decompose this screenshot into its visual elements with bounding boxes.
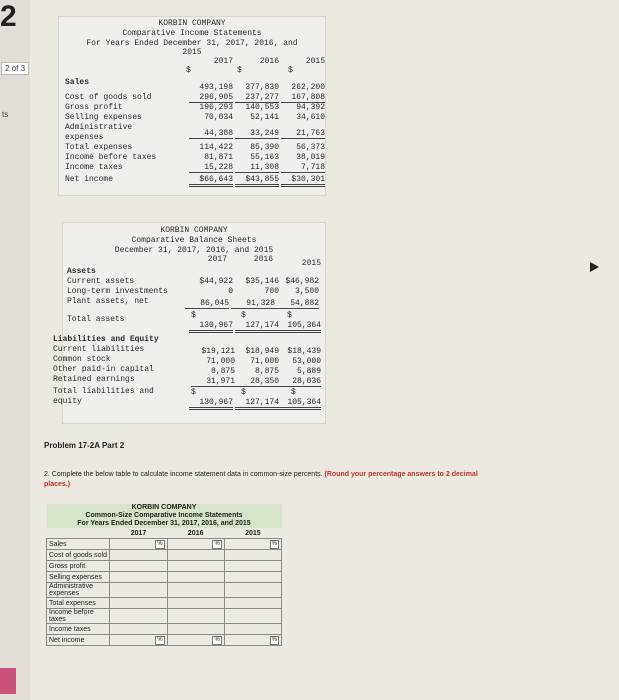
bs-label: Plant assets, net xyxy=(67,297,149,306)
income-statement-panel xyxy=(58,16,326,196)
cs-input-net-2015[interactable] xyxy=(224,635,281,646)
cs-input-sales-2015[interactable] xyxy=(224,539,281,550)
pct-sign: % xyxy=(214,636,220,643)
cs-label-gross: Gross profit xyxy=(47,561,110,572)
bs-val: 127,174 xyxy=(235,398,279,410)
pct-sign: % xyxy=(271,636,277,643)
cs-input[interactable] xyxy=(167,624,224,635)
is-label-admin-2: expenses xyxy=(65,133,104,142)
cs-input-net-2016[interactable] xyxy=(167,635,224,646)
cs-input[interactable] xyxy=(110,572,167,583)
is-val: 56,373 xyxy=(296,143,325,152)
bs-val: 105,364 xyxy=(277,398,321,410)
is-year-2016: 2016 xyxy=(259,57,279,66)
bs-period: December 31, 2017, 2016, and 2015 xyxy=(114,246,274,255)
cs-period: For Years Ended December 31, 2017, 2016, and 2015 xyxy=(77,520,251,527)
bs-label: Current assets xyxy=(67,277,135,286)
bs-liab-header: Liabilities and Equity xyxy=(53,335,159,344)
is-dollar-2: $ xyxy=(237,66,242,75)
next-arrow-icon[interactable] xyxy=(590,262,599,272)
cs-input[interactable] xyxy=(224,561,281,572)
bs-val: 54,882 xyxy=(275,299,319,309)
cs-input[interactable] xyxy=(167,583,224,598)
is-val: 52,141 xyxy=(250,113,279,122)
bs-title: Comparative Balance Sheets xyxy=(131,236,257,245)
is-label-gross: Gross profit xyxy=(65,103,123,112)
cs-label-net: Net income xyxy=(47,635,110,646)
bs-val: 127,174 xyxy=(235,321,279,333)
bs-label-2: equity xyxy=(53,397,82,406)
is-val: 114,422 xyxy=(199,143,233,152)
is-val: 262,200 xyxy=(291,83,325,92)
bs-val: $19,121 xyxy=(201,347,235,356)
bs-label: Other paid-in capital xyxy=(53,365,154,374)
side-tab[interactable] xyxy=(0,668,16,694)
pct-sign: % xyxy=(157,540,163,547)
bs-dollar: $ xyxy=(241,311,246,320)
common-size-table xyxy=(46,504,282,646)
instruction-text: 2. Complete the below table to calculate income statement data in common-size percents. xyxy=(44,471,323,478)
is-val: 55,163 xyxy=(250,153,279,162)
bs-val: $18,439 xyxy=(287,347,321,356)
cs-input[interactable] xyxy=(110,624,167,635)
cs-input-net-2017[interactable] xyxy=(110,635,167,646)
is-company: KORBIN COMPANY xyxy=(158,19,226,28)
cs-input-sales-2017[interactable] xyxy=(110,539,167,550)
table-row xyxy=(47,635,282,646)
is-val: $30,301 xyxy=(281,175,325,187)
is-val: 44,388 xyxy=(189,129,233,139)
cs-input[interactable] xyxy=(167,572,224,583)
cs-input[interactable] xyxy=(224,609,281,624)
table-row xyxy=(47,561,282,572)
is-val: 296,905 xyxy=(189,93,233,103)
is-val: 377,830 xyxy=(245,83,279,92)
bs-val: 0 xyxy=(228,287,233,296)
bs-year-2017: 2017 xyxy=(207,255,227,264)
bs-val: $18,949 xyxy=(245,347,279,356)
bs-val: 130,967 xyxy=(189,321,233,333)
cs-label-ibt-1: Income before xyxy=(49,609,94,616)
is-label-total-exp: Total expenses xyxy=(65,143,133,152)
is-period-1: For Years Ended December 31, 2017, 2016, and xyxy=(86,39,298,48)
bs-val: 71,000 xyxy=(206,357,235,366)
cs-label-ibt xyxy=(47,609,110,624)
bs-val: $44,922 xyxy=(199,277,233,286)
is-val: $43,855 xyxy=(235,175,279,187)
table-row xyxy=(47,550,282,561)
problem-heading: Problem 17-2A Part 2 xyxy=(44,441,125,450)
is-val: 7,718 xyxy=(281,163,325,173)
is-val: 167,808 xyxy=(281,93,325,103)
bs-val: 8,875 xyxy=(210,367,235,376)
bs-val: 31,971 xyxy=(191,377,235,387)
cs-header xyxy=(47,504,282,528)
cs-input[interactable] xyxy=(167,598,224,609)
cs-label-admin xyxy=(47,583,110,598)
bs-val: 8,875 xyxy=(254,367,279,376)
bs-year-2015: 2015 xyxy=(301,259,321,268)
bs-val: 28,350 xyxy=(235,377,279,387)
cs-input[interactable] xyxy=(224,598,281,609)
balance-sheet-panel xyxy=(53,222,326,424)
pct-sign: % xyxy=(157,636,163,643)
bs-val: 86,045 xyxy=(185,299,229,309)
page-indicator[interactable]: 2 of 3 xyxy=(1,62,29,75)
is-year-2015: 2015 xyxy=(305,57,325,66)
bs-val: 28,036 xyxy=(277,377,321,387)
problem-instruction xyxy=(44,470,504,490)
bs-val: 71,000 xyxy=(250,357,279,366)
table-row xyxy=(47,572,282,583)
bs-label: Total assets xyxy=(67,315,125,324)
cs-label-total-exp: Total expenses xyxy=(47,598,110,609)
cs-year-2017: 2017 xyxy=(130,529,147,537)
cs-label-admin-2: expenses xyxy=(49,590,79,597)
is-title: Comparative Income Statements xyxy=(122,29,262,38)
bs-dollar: $ xyxy=(241,388,246,397)
left-margin-strip xyxy=(0,0,30,700)
is-period-2: 2015 xyxy=(182,48,202,57)
is-label-ibt: Income before taxes xyxy=(65,153,157,162)
cs-input[interactable] xyxy=(110,609,167,624)
cs-input-sales-2016[interactable] xyxy=(167,539,224,550)
bs-dollar: $ xyxy=(287,311,292,320)
is-val: 21,763 xyxy=(281,129,325,139)
bs-label: Common stock xyxy=(53,355,111,364)
bs-val: 105,364 xyxy=(277,321,321,333)
cs-input[interactable] xyxy=(167,609,224,624)
bs-dollar: $ xyxy=(291,388,296,397)
table-row xyxy=(47,624,282,635)
cs-label-cogs: Cost of goods sold xyxy=(47,550,110,561)
bs-dollar: $ xyxy=(191,311,196,320)
bs-val: 3,500 xyxy=(294,287,319,296)
is-label-taxes: Income taxes xyxy=(65,163,123,172)
cs-input[interactable] xyxy=(224,583,281,598)
is-val: 11,308 xyxy=(235,163,279,173)
bs-val: 5,889 xyxy=(296,367,321,376)
is-dollar-3: $ xyxy=(288,66,293,75)
cs-label-ibt-2: taxes xyxy=(49,616,66,623)
cs-title: Common-Size Comparative Income Statements xyxy=(85,512,243,519)
is-year-2017: 2017 xyxy=(213,57,233,66)
is-val: 81,871 xyxy=(204,153,233,162)
bs-year-2016: 2016 xyxy=(253,255,273,264)
bs-label: Current liabilities xyxy=(53,345,145,354)
cs-input[interactable] xyxy=(110,550,167,561)
is-label-selling: Selling expenses xyxy=(65,113,142,122)
is-val: 85,390 xyxy=(250,143,279,152)
cs-label-selling: Selling expenses xyxy=(47,572,110,583)
bs-company: KORBIN COMPANY xyxy=(160,226,228,235)
instruction-bold: (Round your percentage answers to 2 decimal places.) xyxy=(44,471,478,488)
bs-label: Long-term investments xyxy=(67,287,168,296)
cs-year-2016: 2016 xyxy=(187,529,204,537)
is-val: 70,034 xyxy=(204,113,233,122)
bs-val: $35,146 xyxy=(245,277,279,286)
cs-input[interactable] xyxy=(224,624,281,635)
bs-assets-header: Assets xyxy=(67,267,96,276)
pct-sign: % xyxy=(214,540,220,547)
bs-val: 700 xyxy=(264,287,279,296)
is-label-admin: Administrative xyxy=(65,123,133,132)
is-label-net: Net income xyxy=(65,175,114,184)
cs-input[interactable] xyxy=(224,550,281,561)
table-row xyxy=(47,583,282,598)
table-row xyxy=(47,539,282,550)
pct-sign: % xyxy=(271,540,277,547)
cs-label-admin-1: Administrative xyxy=(49,583,93,590)
is-val: 196,293 xyxy=(199,103,233,112)
is-val: 33,249 xyxy=(235,129,279,139)
is-val: $66,643 xyxy=(189,175,233,187)
bs-label: Retained earnings xyxy=(53,375,135,384)
is-label-sales: Sales xyxy=(65,78,90,87)
is-val: 34,610 xyxy=(296,113,325,122)
cs-label-taxes: Income taxes xyxy=(47,624,110,635)
is-label-cogs: Cost of goods sold xyxy=(65,93,152,102)
table-row xyxy=(47,609,282,624)
cs-input[interactable] xyxy=(167,561,224,572)
is-val: 38,019 xyxy=(296,153,325,162)
is-val: 15,228 xyxy=(189,163,233,173)
side-text-fragment: ts xyxy=(2,110,9,119)
bs-val: 53,000 xyxy=(292,357,321,366)
bs-label: Total liabilities and xyxy=(53,387,154,396)
cs-input[interactable] xyxy=(110,598,167,609)
table-row xyxy=(47,598,282,609)
is-val: 94,392 xyxy=(296,103,325,112)
cs-input[interactable] xyxy=(167,550,224,561)
cs-year-2015: 2015 xyxy=(245,529,261,537)
page-number-large: 2 xyxy=(0,0,17,33)
cs-corner xyxy=(47,528,110,539)
cs-input[interactable] xyxy=(110,583,167,598)
bs-val: 91,328 xyxy=(231,299,275,309)
cs-input[interactable] xyxy=(224,572,281,583)
is-val: 237,277 xyxy=(235,93,279,103)
is-val: 493,198 xyxy=(199,83,233,92)
is-dollar-1: $ xyxy=(186,66,191,75)
is-val: 140,553 xyxy=(245,103,279,112)
cs-input[interactable] xyxy=(110,561,167,572)
cs-company: KORBIN COMPANY xyxy=(131,504,197,511)
cs-label-sales: Sales xyxy=(47,539,110,550)
bs-dollar: $ xyxy=(191,388,196,397)
bs-val: 130,967 xyxy=(189,398,233,410)
bs-val: $46,982 xyxy=(285,277,319,286)
